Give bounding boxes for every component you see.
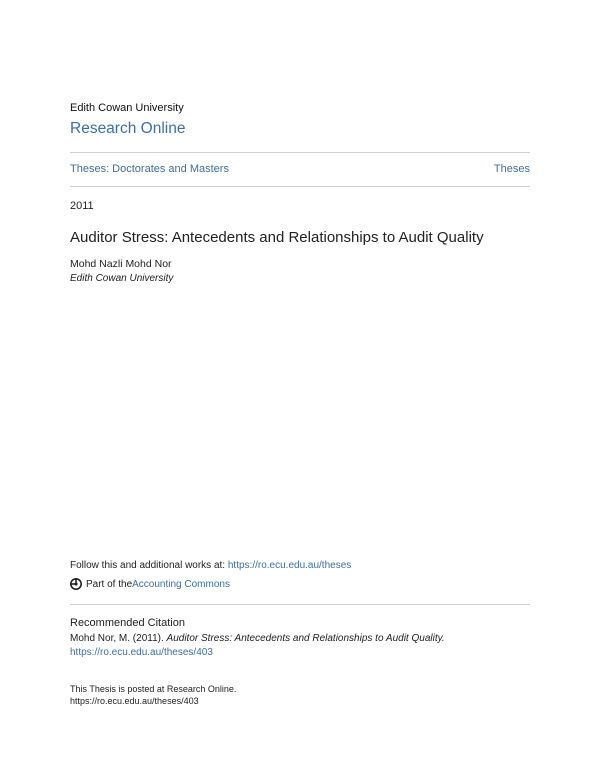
posted-url: https://ro.ecu.edu.au/theses/403 (70, 696, 199, 706)
accounting-commons-link[interactable]: Accounting Commons (132, 578, 230, 590)
part-of-text: Part of the (86, 578, 133, 590)
citation-authors: Mohd Nor, M. (2011). (70, 633, 167, 644)
follow-url-link[interactable]: https://ro.ecu.edu.au/theses (227, 560, 352, 571)
divider-breadcrumb (70, 186, 530, 187)
theses-link[interactable]: Theses (493, 163, 530, 175)
citation-text (70, 633, 445, 644)
publication-year: 2011 (70, 200, 94, 212)
follow-line (70, 560, 351, 571)
collection-link[interactable]: Theses: Doctorates and Masters (70, 163, 229, 175)
author-affiliation: Edith Cowan University (70, 273, 174, 284)
citation-title: Auditor Stress: Antecedents and Relationships to Audit Quality. (166, 633, 445, 644)
follow-text: Follow this and additional works at: (70, 560, 228, 571)
author-name: Mohd Nazli Mohd Nor (70, 258, 172, 270)
institution-name: Edith Cowan University (70, 102, 184, 114)
repository-link[interactable]: Research Online (70, 120, 186, 137)
citation-url-link[interactable]: https://ro.ecu.edu.au/theses/403 (70, 647, 213, 658)
citation-heading: Recommended Citation (70, 617, 185, 629)
posted-notice: This Thesis is posted at Research Online. (70, 684, 237, 694)
divider-top (70, 152, 530, 153)
divider-citation (70, 604, 530, 605)
document-title: Auditor Stress: Antecedents and Relationships to Audit Quality (70, 229, 484, 246)
part-of-line (70, 578, 230, 590)
network-icon (70, 578, 82, 590)
cover-page (70, 0, 530, 776)
